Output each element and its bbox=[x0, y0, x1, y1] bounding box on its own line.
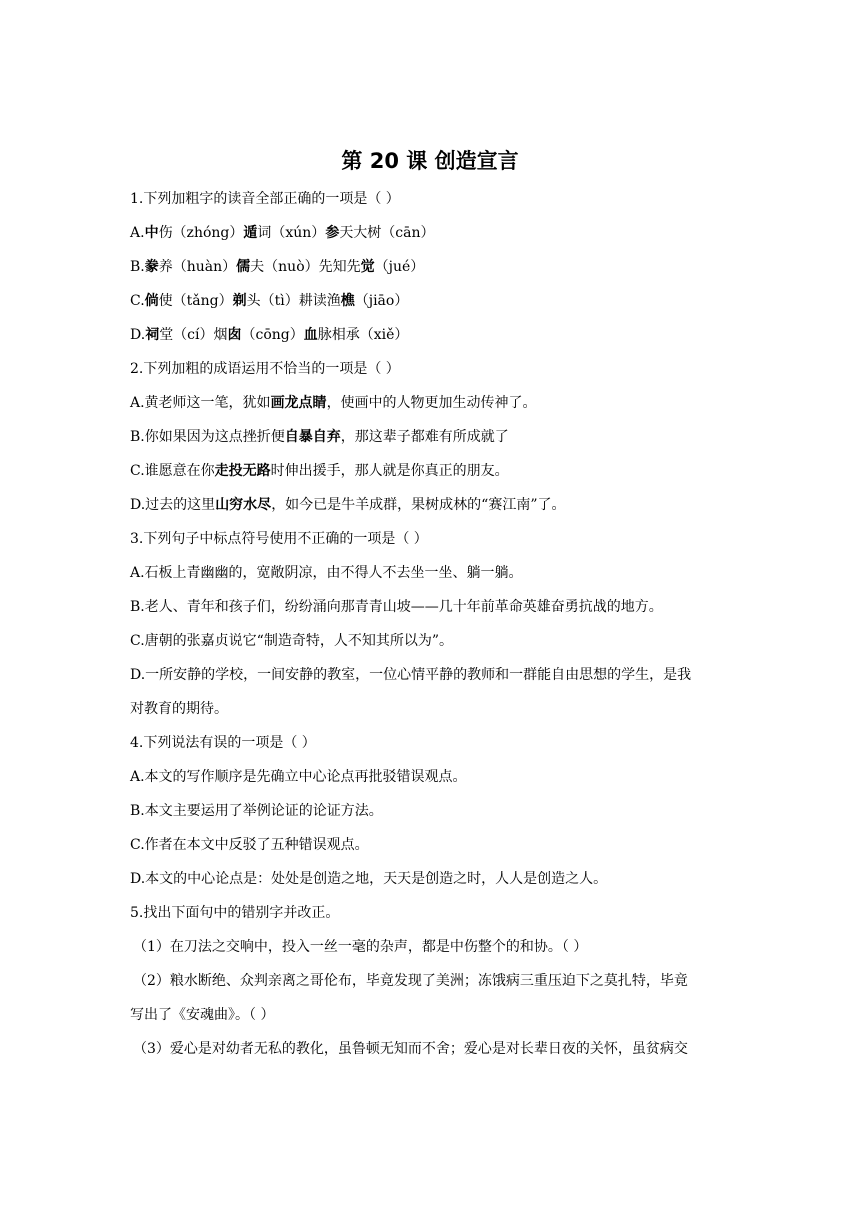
question-4-option-d: D.本文的中心论点是：处处是创造之地，天天是创造之时，人人是创造之人。 bbox=[130, 871, 608, 887]
question-2-option-a: A.黄老师这一笔，犹如画龙点睛，使画中的人物更加生动传神了。 bbox=[130, 395, 537, 411]
question-2-stem: 2.下列加粗的成语运用不恰当的一项是（ ） bbox=[130, 361, 400, 377]
question-1-option-c: C.倘使（tǎng）剃头（tì）耕读渔樵（jiāo） bbox=[130, 293, 409, 309]
question-5-sentence-1: （1）在刀法之交响中，投入一丝一毫的杂声，都是中伤整个的和协。（ ） bbox=[133, 939, 588, 955]
question-1-stem: 1.下列加粗字的读音全部正确的一项是（ ） bbox=[130, 191, 400, 207]
question-3-stem: 3.下列句子中标点符号使用不正确的一项是（ ） bbox=[130, 531, 428, 547]
question-3-option-d-line-1: D.一所安静的学校，一间安静的教室，一位心情平静的教师和一群能自由思想的学生，是我 bbox=[130, 667, 692, 683]
question-3-option-d-line-2: 对教育的期待。 bbox=[130, 701, 228, 717]
question-3-option-c: C.唐朝的张嘉贞说它“制造奇特，人不知其所以为”。 bbox=[130, 633, 453, 649]
question-1-option-a: A.中伤（zhóng）遁词（xún）参天大树（cān） bbox=[130, 225, 435, 241]
question-5-sentence-3: （3）爱心是对幼者无私的教化，虽鲁顿无知而不舍；爱心是对长辈日夜的关怀，虽贫病交 bbox=[133, 1041, 688, 1057]
question-2-option-d: D.过去的这里山穷水尽，如今已是牛羊成群，果树成林的“赛江南”了。 bbox=[130, 497, 566, 513]
question-5-sentence-2-line-2: 写出了《安魂曲》。（ ） bbox=[130, 1007, 275, 1023]
question-5-stem: 5.找出下面句中的错别字并改正。 bbox=[130, 905, 340, 921]
question-4-option-c: C.作者在本文中反驳了五种错误观点。 bbox=[130, 837, 369, 853]
question-2-option-b: B.你如果因为这点挫折便自暴自弃，那这辈子都难有所成就了 bbox=[130, 429, 509, 445]
question-1-option-d: D.祠堂（cí）烟囱（cōng）血脉相承（xiě） bbox=[130, 327, 409, 343]
question-4-option-b: B.本文主要运用了举例论证的论证方法。 bbox=[130, 803, 383, 819]
question-5-sentence-2-line-1: （2）粮水断绝、众判亲离之哥伦布，毕竟发现了美洲；冻饿病三重压迫下之莫扎特，毕竟 bbox=[133, 973, 688, 989]
question-3-option-b: B.老人、青年和孩子们，纷纷涌向那青青山坡——几十年前革命英雄奋勇抗战的地方。 bbox=[130, 599, 663, 615]
question-3-option-a: A.石板上青幽幽的，宽敞阴凉，由不得人不去坐一坐、躺一躺。 bbox=[130, 565, 523, 581]
question-4-stem: 4.下列说法有误的一项是（ ） bbox=[130, 735, 316, 751]
question-2-option-c: C.谁愿意在你走投无路时伸出援手，那人就是你真正的朋友。 bbox=[130, 463, 509, 479]
question-4-option-a: A.本文的写作顺序是先确立中心论点再批驳错误观点。 bbox=[130, 769, 467, 785]
page-title: 第 20 课 创造宣言 bbox=[341, 149, 519, 173]
question-1-option-b: B.豢养（huàn）儒夫（nuò）先知先觉（jué） bbox=[130, 259, 425, 275]
